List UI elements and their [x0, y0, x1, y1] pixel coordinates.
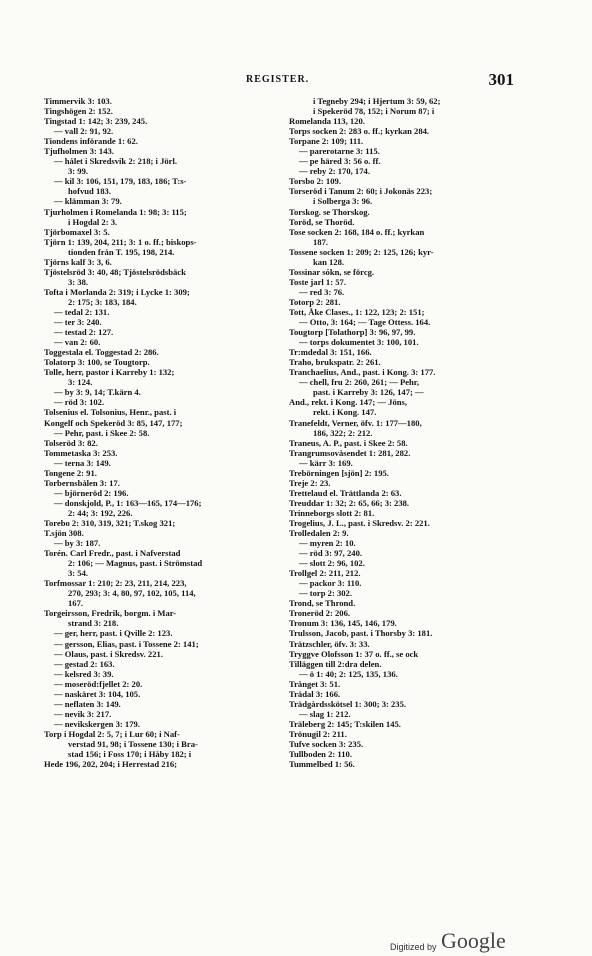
index-entry: strand 3: 218.	[68, 618, 119, 629]
index-entry: Tolle, herr, pastor i Karreby 1: 132;	[44, 367, 175, 378]
index-entry: Trangrumsovåsendet 1: 281, 282.	[289, 447, 411, 458]
index-entry: Tott, Åke Clases., 1: 122, 123; 2: 151;	[289, 306, 425, 317]
index-entry: kan 128.	[313, 256, 345, 267]
index-entry: — kärr 3: 169.	[299, 457, 353, 468]
index-entry: — hålet i Skredsvik 2: 218; i Jörl.	[54, 156, 178, 167]
index-entry: — ter 3: 240.	[54, 317, 102, 328]
index-entry: — pe häred 3: 56 o. ff.	[299, 156, 381, 167]
index-entry: Treuddar 1: 32; 2: 65, 66; 3: 238.	[289, 497, 410, 508]
index-entry: Torbernsbålen 3: 17.	[44, 477, 120, 488]
index-entry: Totorp 2: 281.	[289, 296, 341, 307]
index-entry: Tufve socken 3: 235.	[289, 739, 364, 749]
index-entry: Tjufholmen 3: 143.	[44, 146, 114, 157]
index-entry: Tilläggen till 2:dra delen.	[289, 658, 382, 669]
index-entry: hofvud 183.	[68, 186, 111, 197]
index-entry: T.sjön 308.	[44, 528, 84, 539]
google-logo: Google	[441, 928, 506, 953]
index-entry: 2: 175; 3: 183, 184.	[68, 296, 137, 307]
index-entry: — klämman 3: 79.	[54, 196, 122, 207]
index-entry: i Spekeröd 78, 152; i Norum 87; i	[313, 106, 435, 117]
index-entry: — gersson, Elias, past. i Tossene 2: 141;	[54, 638, 199, 649]
index-entry: — röd 3: 102.	[54, 397, 105, 408]
index-entry: Romelanda 113, 120.	[289, 116, 365, 127]
digitized-by-label: Digitized by	[390, 942, 437, 952]
index-entry: Tummelbed 1: 56.	[289, 759, 355, 770]
index-entry: Timmervik 3: 103.	[44, 96, 112, 106]
index-entry: past. i Karreby 3: 126, 147; —	[313, 387, 424, 398]
index-entry: tionden från T. 195, 198, 214.	[68, 246, 175, 257]
index-entry: Torps socken 2: 283 o. ff.; kyrkan 284.	[289, 126, 430, 137]
index-entry: — Pehr, past. i Skee 2: 58.	[54, 427, 150, 438]
index-entry: Trollgel 2: 211, 212.	[289, 568, 361, 579]
index-entry: Trond, se Thrond.	[289, 598, 356, 609]
index-entry: — red 3: 76.	[299, 286, 345, 297]
index-entry: Tossene socken 1: 209; 2: 125, 126; kyr-	[289, 246, 434, 257]
index-entry: Tingstad 1: 142; 3: 239, 245.	[44, 116, 148, 127]
index-entry: Trulsson, Jacob, past. i Thorsby 3: 181.	[289, 628, 433, 639]
index-entry: 2: 106; — Magnus, past. i Strömstad	[68, 558, 203, 569]
index-entry: Traho, brukspatr. 2: 261.	[289, 357, 381, 368]
index-entry: Torskog. se Thorskog.	[289, 206, 370, 217]
index-entry: — parerotarne 3: 115.	[299, 146, 380, 157]
index-entry: Tongene 2: 91.	[44, 467, 97, 478]
index-entry: Torebo 2: 310, 319, 321; T.skog 321;	[44, 517, 176, 528]
page-number: 301	[488, 70, 514, 89]
index-entry: Torgeirsson, Fredrik, borgm. i Mar-	[44, 608, 177, 619]
index-entry: Tjörbomaxel 3: 5.	[44, 226, 110, 237]
digitization-footer	[390, 928, 540, 954]
index-entry: 3: 38.	[68, 276, 89, 287]
index-entry: — kelsred 3: 39.	[54, 668, 114, 679]
index-entry: Trädal 3: 166.	[289, 688, 341, 699]
index-entry: Trolledalen 2: 9.	[289, 528, 349, 539]
index-entry: 3: 54.	[68, 568, 89, 579]
index-entry: Tolatorp 3: 100, se Tougtorp.	[44, 357, 150, 368]
index-entry: Kongelf och Spekeröd 3: 85, 147, 177;	[44, 417, 183, 428]
index-entry: Trinneborgs slott 2: 81.	[289, 507, 375, 518]
index-entry: — ö 1: 40; 2: 125, 135, 136.	[299, 668, 398, 679]
index-entry: Tingshögen 2: 152.	[44, 106, 113, 117]
index-entry: stad 156; i Foss 170; i Håby 182; i	[68, 749, 192, 760]
index-entry: Torén. Carl Fredr., past. i Nafverstad	[44, 548, 181, 559]
index-entry: Traneus, A. P., past. i Skee 2: 58.	[289, 437, 408, 448]
index-entry: Tjörns kalf 3: 3, 6.	[44, 256, 112, 267]
index-entry: Tjöstelsröd 3: 40, 48; Tjöstelsrödsbäck	[44, 266, 186, 277]
index-entry: Trogelius, J. L., past. i Skredsv. 2: 221.	[289, 517, 430, 528]
index-entry: — by 3: 187.	[54, 538, 101, 549]
index-entry: 187.	[313, 236, 329, 247]
index-entry: Hede 196, 202, 204; i Herrestad 216;	[44, 759, 178, 770]
index-entry: — slag 1: 212.	[299, 708, 351, 719]
index-entry: Treje 2: 23.	[289, 477, 331, 488]
index-entry: — röd 3: 97, 240.	[299, 548, 363, 559]
index-entry: Tranchaelius, And., past. i Kong. 3: 177.	[289, 367, 436, 378]
index-entry: Torpane 2: 109; 111.	[289, 136, 364, 147]
index-entry: Tronum 3: 136, 145, 146, 179.	[289, 618, 397, 629]
index-entry: rekt. i Kong. 147.	[313, 407, 377, 418]
page-header	[44, 70, 514, 92]
index-entry: Torsbo 2: 109.	[289, 176, 341, 187]
index-entry: i Tegneby 294; i Hjertum 3: 59, 62;	[313, 96, 441, 106]
index-entry: Torseröd i Tanum 2: 60; i Jokonäs 223;	[289, 186, 433, 197]
index-entry: Tullboden 2: 110.	[289, 749, 352, 760]
index-entry: — tedal 2: 131.	[54, 306, 110, 317]
index-entry: — donskjold, P., 1: 163—165, 174—176;	[54, 497, 202, 508]
index-entry: Tossinar sókn, se förcg.	[289, 266, 375, 277]
index-entry: — naskäret 3: 104, 105.	[54, 688, 141, 699]
index-column-right	[289, 96, 511, 769]
index-entry: — testad 2: 127.	[54, 327, 114, 338]
index-entry: Tjurholmen i Romelanda 1: 98; 3: 115;	[44, 206, 187, 217]
index-entry: Tjörn 1: 139, 204, 211; 3: 1 o. ff.; biskops-	[44, 236, 197, 247]
running-title: REGISTER.	[246, 74, 310, 85]
index-entry: 3: 99.	[68, 166, 89, 177]
index-entry: — terna 3: 149.	[54, 457, 111, 468]
index-entry: — by 3: 9, 14; T.kärn 4.	[54, 387, 141, 398]
index-entry: Tiondens införande 1: 62.	[44, 136, 138, 147]
index-entry: Trädgårdsskötsel 1: 300; 3: 235.	[289, 698, 407, 709]
index-entry: Tommetaska 3: 253.	[44, 447, 118, 458]
index-entry: — Olaus, past. i Skredsv. 221.	[54, 648, 163, 659]
index-entry: Tolseröd 3: 82.	[44, 437, 98, 448]
index-entry: Tryggve Olofsson 1: 37 o. ff., se ock	[289, 648, 419, 659]
index-entry: Troneröd 2: 206.	[289, 608, 351, 619]
index-entry: 186, 322; 2: 212.	[313, 427, 373, 438]
index-entry: — van 2: 60.	[54, 337, 101, 348]
index-entry: verstad 91, 98; i Tossene 130; i Bra-	[68, 739, 198, 749]
index-entry: Trånget 3: 51.	[289, 678, 341, 689]
index-entry: — vall 2: 91, 92.	[54, 126, 114, 137]
index-entry: Torfmossar 1: 210; 2: 23, 211, 214, 223,	[44, 578, 187, 589]
index-entry: Trebörningen [sjön] 2: 195.	[289, 467, 389, 478]
index-entry: — nevikskergen 3: 179.	[54, 718, 140, 729]
index-entry: — slott 2: 96, 102.	[299, 558, 365, 569]
index-entry: Trönugil 2: 211.	[289, 728, 347, 739]
index-entry: — torp 2: 302.	[299, 588, 352, 599]
index-entry: Toggestala el. Toggestad 2: 286.	[44, 347, 159, 358]
index-entry: 3: 124.	[68, 377, 93, 388]
index-entry: Tolsenius el. Tolsonius, Henr., past. i	[44, 407, 177, 418]
index-entry: — Otto, 3: 164; — Tage Ottess. 164.	[299, 317, 431, 328]
index-entry: i Hogdal 2: 3.	[68, 216, 118, 227]
index-entry: — moseröd:fjellet 2: 20.	[54, 678, 143, 689]
index-column-left	[44, 96, 269, 769]
index-entry: Tranefeldt, Verner, öfv. 1: 177—180,	[289, 417, 422, 428]
index-entry: 167.	[68, 598, 84, 609]
index-entry: 2: 44; 3: 192, 226.	[68, 507, 133, 518]
index-entry: Torp i Hogdal 2: 5, 7; i Lur 60; i Naf-	[44, 728, 180, 739]
index-entry: Tr:mdedal 3: 151, 166.	[289, 347, 372, 358]
index-entry: Toröd, se Thoröd.	[289, 216, 355, 227]
index-entry: Trettelaud el. Trättlanda 2: 63.	[289, 487, 402, 498]
index-entry: Toste jarl 1: 57.	[289, 276, 346, 287]
index-entry: — nevik 3: 217.	[54, 708, 112, 719]
index-entry: — neflaten 3: 149.	[54, 698, 121, 709]
index-entry: Tose socken 2: 168, 184 o. ff.; kyrkan	[289, 226, 425, 237]
index-entry: — myren 2: 10.	[299, 538, 356, 549]
index-entry: — reby 2: 170, 174.	[299, 166, 370, 177]
index-entry: — packor 3: 110.	[299, 578, 362, 589]
index-entry: And., rekt. i Kong. 147; — Jöns,	[289, 397, 408, 408]
index-entry: — björneröd 2: 196.	[54, 487, 129, 498]
index-entry: Träleberg 2: 145; T:skilen 145.	[289, 718, 401, 729]
index-entry: — kil 3: 106, 151, 179, 183, 186; T:s-	[54, 176, 187, 187]
index-entry: 270, 293; 3: 4, 80, 97, 102, 105, 114,	[68, 588, 196, 599]
index-entry: — ger, herr, past. i Qville 2: 123.	[54, 628, 173, 639]
index-entry: Tougtorp [Tolathorp] 3: 96, 97, 99.	[289, 327, 416, 338]
index-entry: — chell, fru 2: 260, 261; — Pehr,	[299, 377, 419, 388]
index-entry: — torps dokumentet 3: 100, 101.	[299, 337, 419, 348]
index-entry: Tofta i Morlanda 2: 319; i Lycke 1: 309;	[44, 286, 190, 297]
index-entry: Trätzschler, öfv. 3: 33.	[289, 638, 370, 649]
index-entry: i Solberga 3: 96.	[313, 196, 373, 207]
index-entry: — gestad 2: 163.	[54, 658, 115, 669]
